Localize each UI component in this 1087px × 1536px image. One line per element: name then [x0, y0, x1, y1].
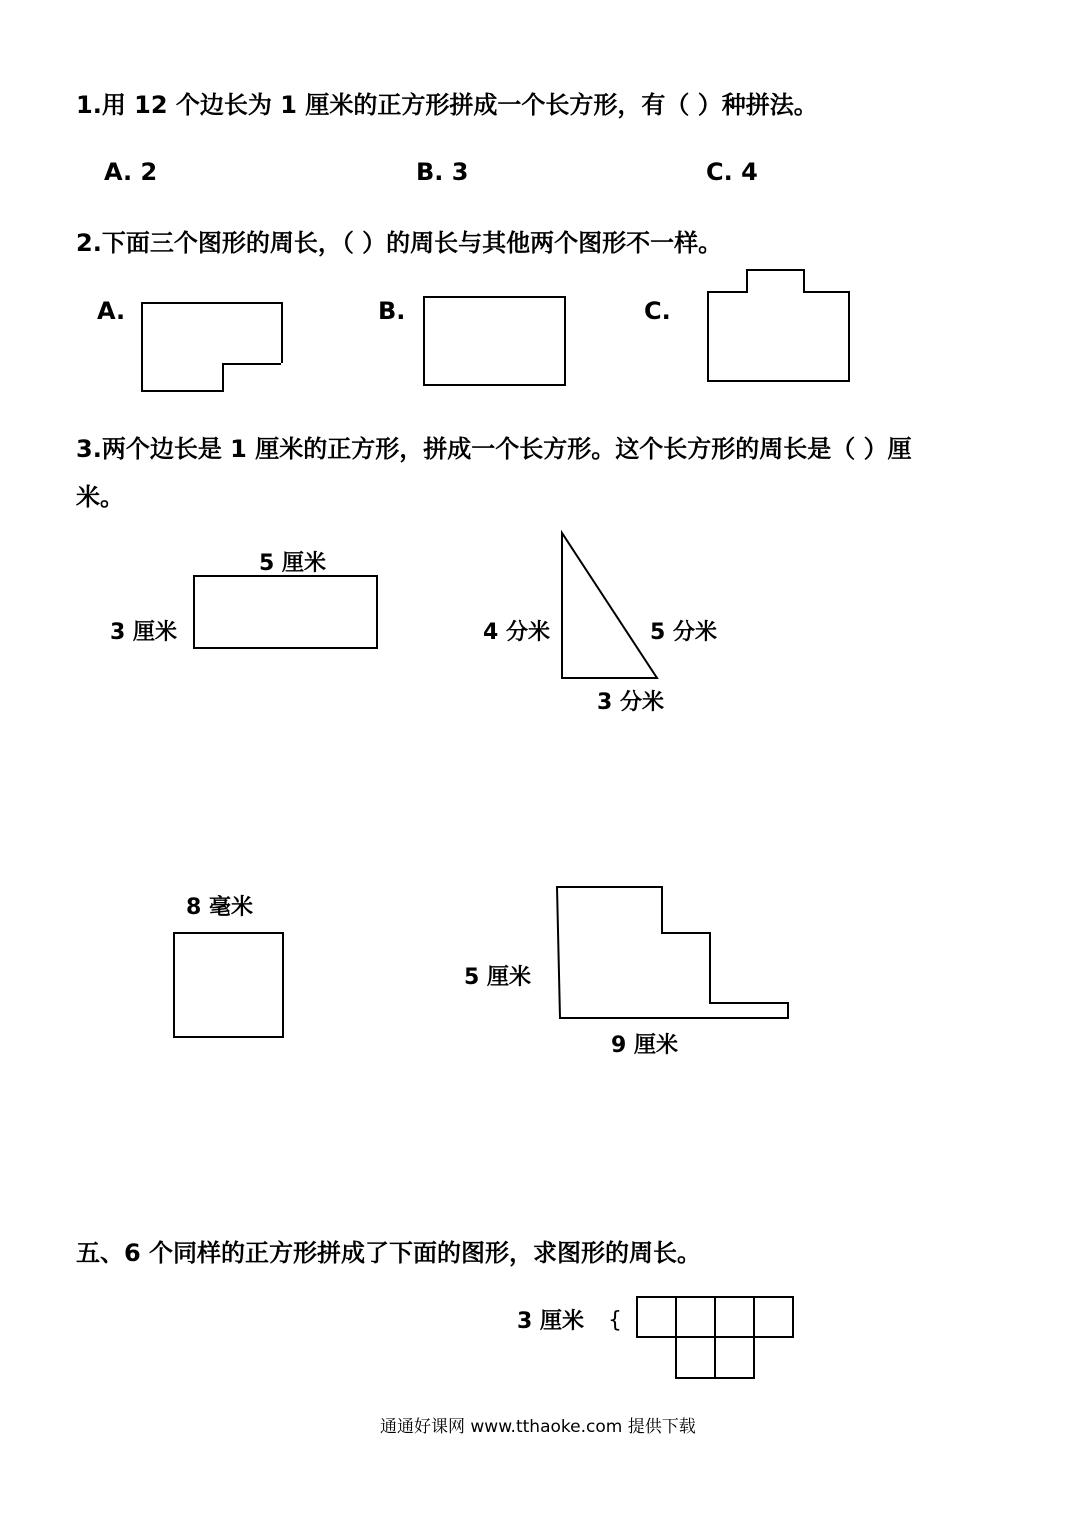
grid-side-label: 3 厘米	[517, 1309, 584, 1334]
q1-option-a: A. 2	[104, 158, 158, 186]
section-5-question: 五、6 个同样的正方形拼成了下面的图形，求图形的周长。	[76, 1239, 702, 1267]
question-1: 1.用 12 个边长为 1 厘米的正方形拼成一个长方形，有（ ）种拼法。	[76, 91, 818, 119]
q1-option-c: C. 4	[706, 158, 758, 186]
question-2: 2.下面三个图形的周长，（ ）的周长与其他两个图形不一样。	[76, 229, 723, 257]
step-left-label: 5 厘米	[464, 965, 531, 990]
q2-option-b: B.	[378, 297, 406, 325]
q2-option-c: C.	[644, 297, 671, 325]
question-3-line2: 米。	[76, 483, 124, 511]
triangle-right-label: 5 分米	[650, 620, 717, 645]
footer-credit: 通通好课网 www.tthaoke.com 提供下载	[380, 1417, 696, 1437]
q1-option-b: B. 3	[416, 158, 469, 186]
q2-option-a: A.	[97, 297, 126, 325]
triangle-left-label: 4 分米	[483, 620, 550, 645]
step-bottom-label: 9 厘米	[611, 1033, 678, 1058]
triangle-bottom-label: 3 分米	[597, 690, 664, 715]
grid-brace: {	[608, 1308, 622, 1333]
square-top-label: 8 毫米	[186, 895, 253, 920]
rectangle-top-label: 5 厘米	[259, 551, 326, 576]
question-3-line1: 3.两个边长是 1 厘米的正方形，拼成一个长方形。这个长方形的周长是（ ）厘	[76, 435, 912, 463]
rectangle-left-label: 3 厘米	[110, 620, 177, 645]
